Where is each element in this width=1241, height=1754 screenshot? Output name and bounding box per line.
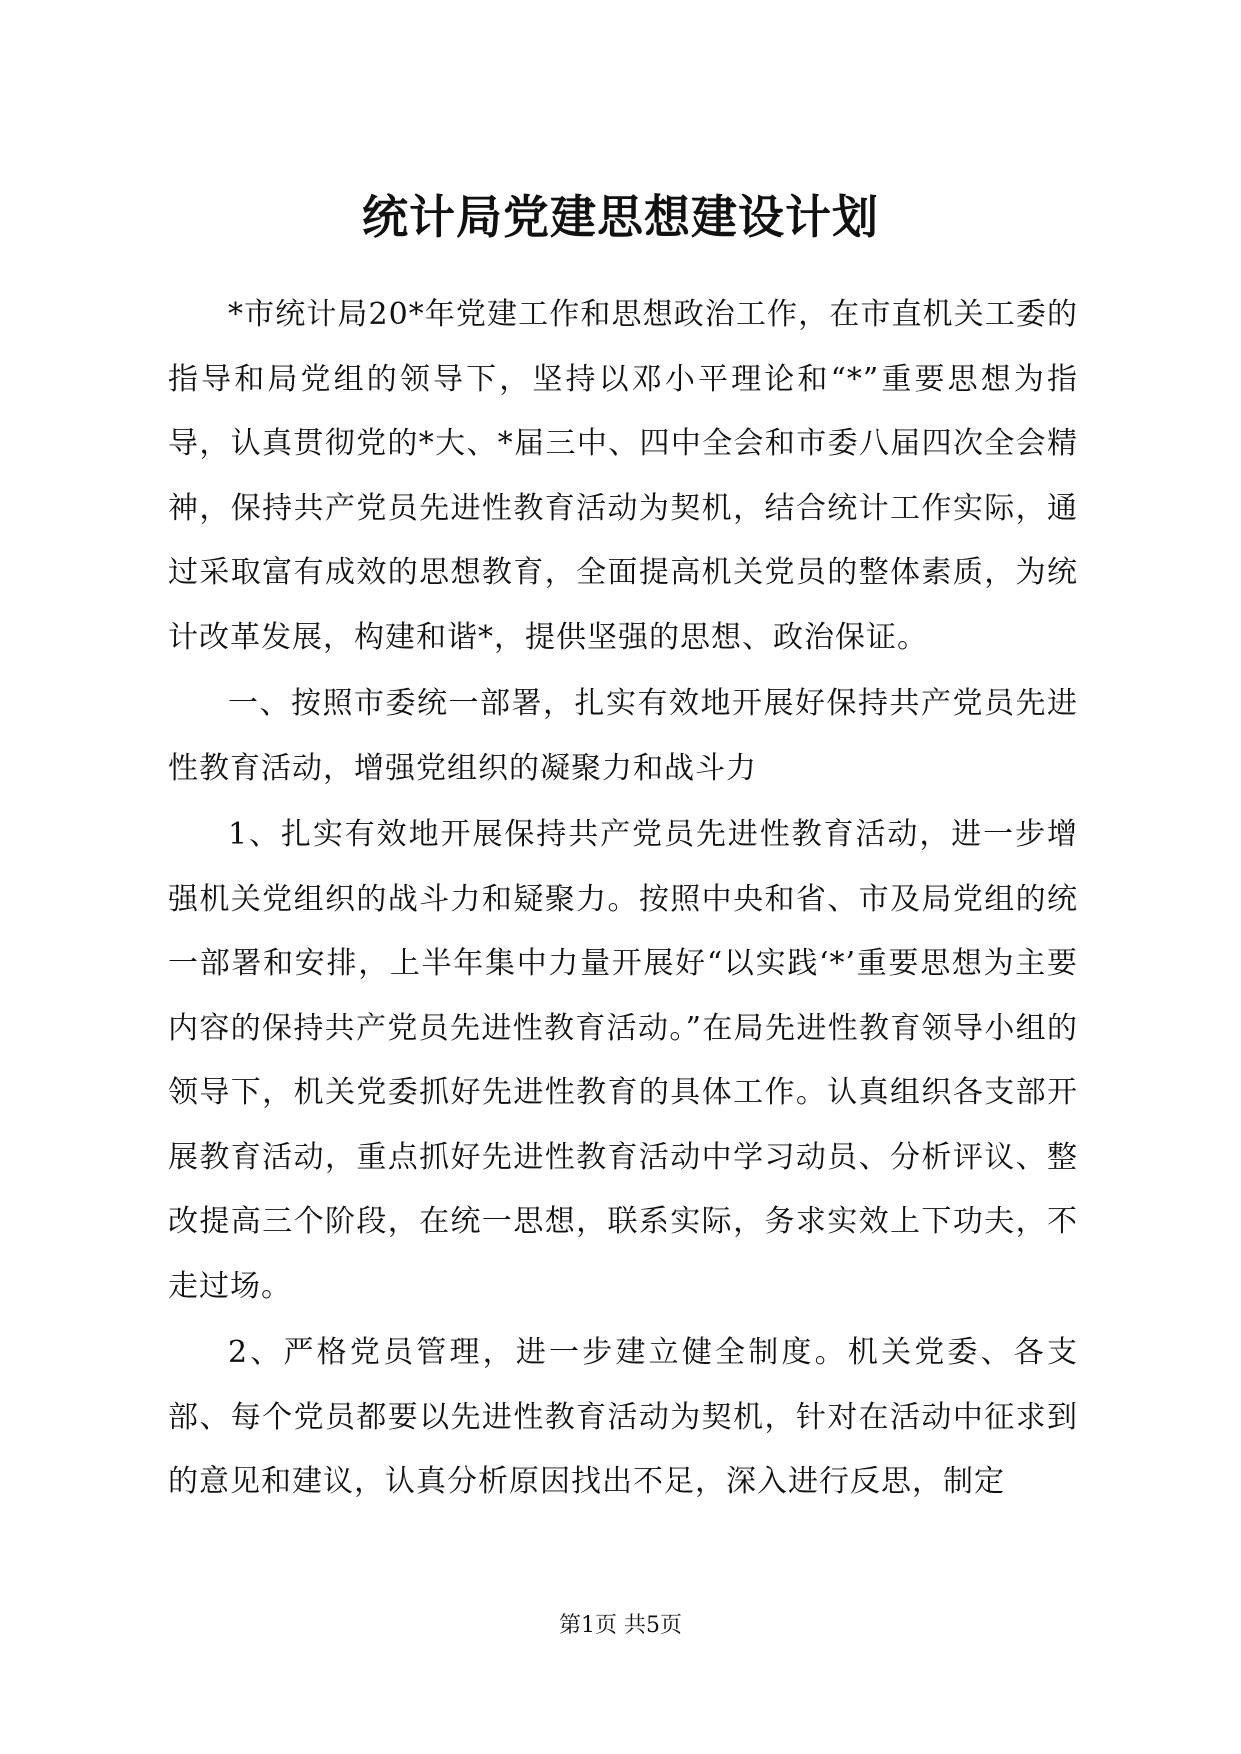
- paragraph-item-1: 1、扎实有效地开展保持共产党员先进性教育活动，进一步增强机关党组织的战斗力和疑聚力。按照中央和省、市及局党组的统一部署和安排，上半年集中力量开展好“以实践‘*’重要思想为主要内容的保持共产党员先进性教育活动。”在局先进性教育领导小组的领导下，机关党委抓好先进性教育的具体工作。认真组织各支部开展教育活动，重点抓好先进性教育活动中学习动员、分析评议、整改提高三个阶段，在统一思想，联系实际，务求实效上下功夫，不走过场。: [168, 817, 1078, 1304]
- document-body: [168, 283, 1078, 1517]
- page-footer: 第1页 共5页: [559, 1613, 682, 1638]
- paragraph-item-2: 2、严格党员管理，进一步建立健全制度。机关党委、各支部、每个党员都要以先进性教育活动为契机，针对在活动中征求到的意见和建议，认真分析原因找出不足，深入进行反思，制定: [168, 1335, 1078, 1499]
- document-title: 统计局党建思想建设计划: [362, 190, 879, 244]
- paragraph-intro: *市统计局20*年党建工作和思想政治工作，在市直机关工委的指导和局党组的领导下，坚持以邓小平理论和“*”重要思想为指导，认真贯彻党的*大、*届三中、四中全会和市委八届四次全会精神，保持共产党员先进性教育活动为契机，结合统计工作实际，通过采取富有成效的思想教育，全面提高机关党员的整体素质，为统计改革发展，构建和谐*，提供坚强的思想、政治保证。: [168, 297, 1078, 655]
- paragraph-section-1-heading: 一、按照市委统一部署，扎实有效地开展好保持共产党员先进性教育活动，增强党组织的凝聚力和战斗力: [168, 686, 1078, 786]
